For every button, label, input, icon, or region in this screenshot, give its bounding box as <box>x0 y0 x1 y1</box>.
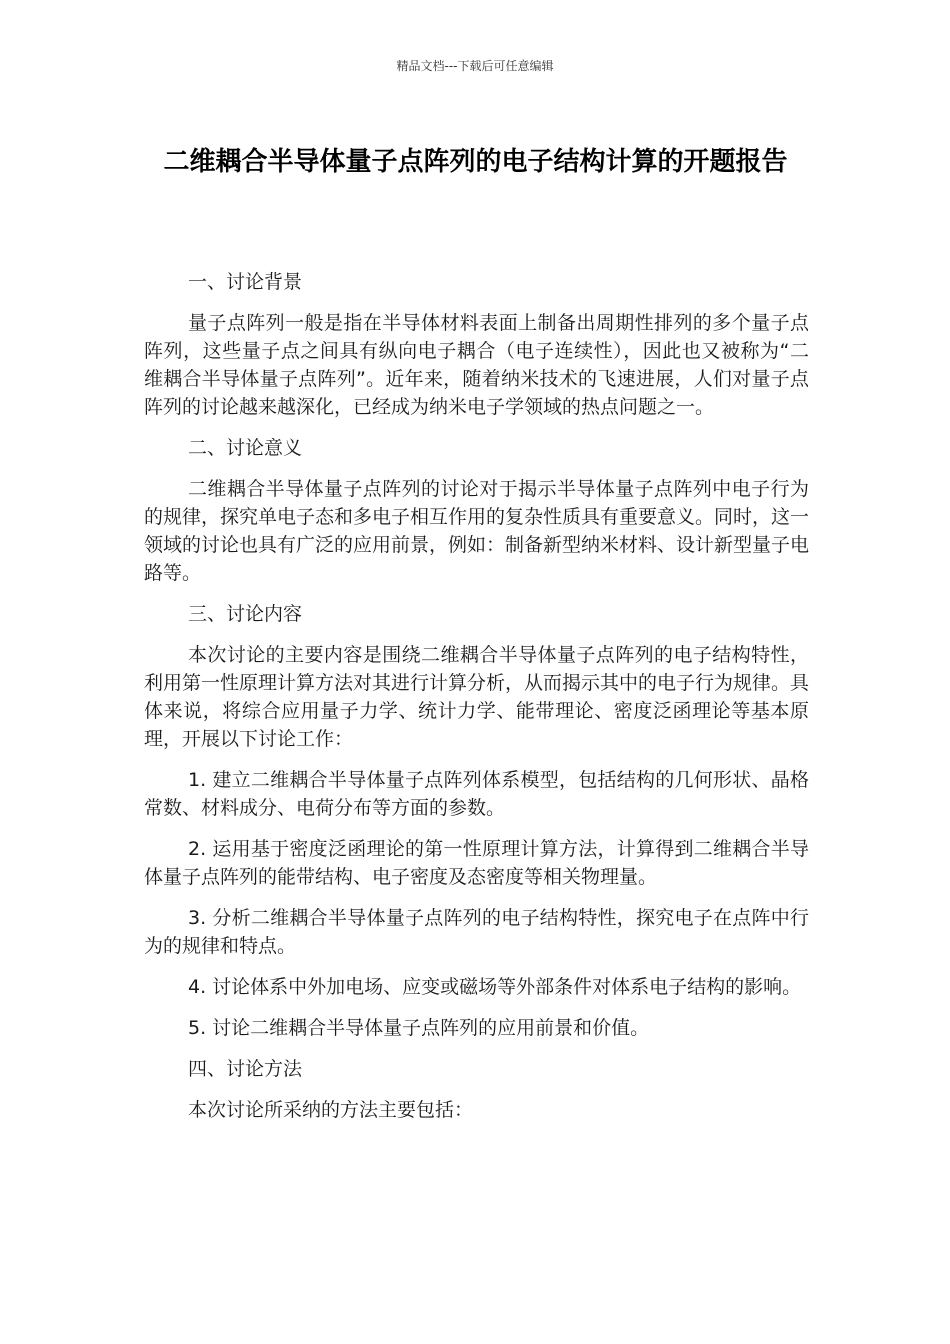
list-item: 4. 讨论体系中外加电场、应变或磁场等外部条件对体系电子结构的影响。 <box>188 976 802 998</box>
paragraph-background: 量子点阵列一般是指在半导体材料表面上制备出周期性排列的多个量子点阵列，这些量子点之间具有纵向电子耦合（电子连续性），因此也又被称为“二维耦合半导体量子点阵列”。近年来，随着纳米技术的飞速进展，人们对量子点阵列的讨论越来越深化，已经成为纳米电子学领域的热点问题之一。 <box>144 312 809 418</box>
list-item: 5. 讨论二维耦合半导体量子点阵列的应用前景和价值。 <box>188 1017 650 1039</box>
list-item: 3. 分析二维耦合半导体量子点阵列的电子结构特性，探究电子在点阵中行为的规律和特点。 <box>144 907 809 957</box>
list-item: 1. 建立二维耦合半导体量子点阵列体系模型，包括结构的几何形状、晶格常数、材料成分、电荷分布等方面的参数。 <box>144 769 809 819</box>
section-heading-methods: 四、讨论方法 <box>188 1058 303 1080</box>
section-heading-background: 一、讨论背景 <box>188 271 303 293</box>
paragraph-significance: 二维耦合半导体量子点阵列的讨论对于揭示半导体量子点阵列中电子行为的规律，探究单电子态和多电子相互作用的复杂性质具有重要意义。同时，这一领域的讨论也具有广泛的应用前景，例如：制备新型纳米材料、设计新型量子电路等。 <box>144 478 810 584</box>
section-heading-content: 三、讨论内容 <box>188 603 303 625</box>
paragraph-content: 本次讨论的主要内容是围绕二维耦合半导体量子点阵列的电子结构特性，利用第一性原理计算方法对其进行计算分析，从而揭示其中的电子行为规律。具体来说，将综合应用量子力学、统计力学、能带理论、密度泛函理论等基本原理，开展以下讨论工作： <box>144 644 810 750</box>
document-title: 二维耦合半导体量子点阵列的电子结构计算的开题报告 <box>163 147 788 177</box>
header-note: 精品文档---下载后可任意编辑 <box>396 59 554 73</box>
document-body <box>144 268 809 1137</box>
paragraph-methods: 本次讨论所采纳的方法主要包括： <box>188 1099 474 1121</box>
list-item: 2. 运用基于密度泛函理论的第一性原理计算方法，计算得到二维耦合半导体量子点阵列的能带结构、电子密度及态密度等相关物理量。 <box>144 838 809 888</box>
section-heading-significance: 二、讨论意义 <box>188 437 303 459</box>
